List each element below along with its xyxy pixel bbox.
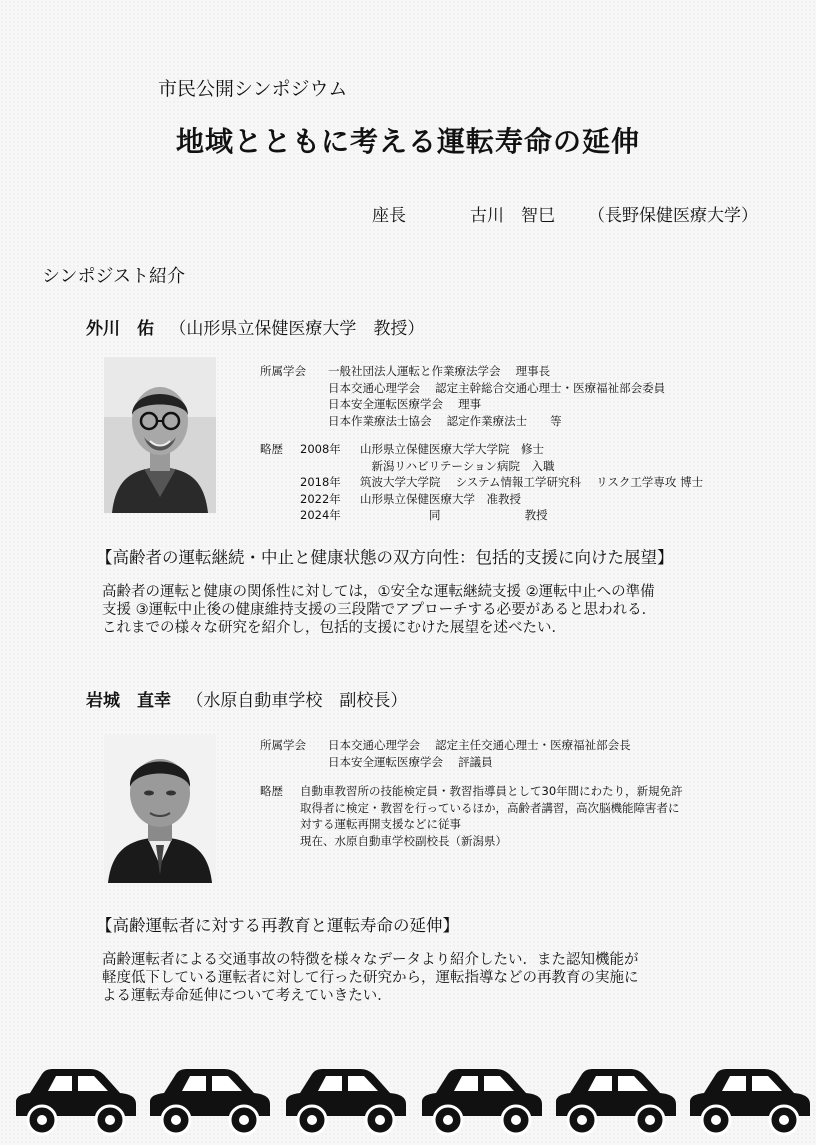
history-label: 略歴: [260, 784, 283, 798]
societies-label: 所属学会: [260, 738, 306, 752]
society-item: 日本交通心理学会 認定主任交通心理士・医療福祉部会長: [328, 738, 631, 752]
history-text: 筑波大学大学院 システム情報工学研究科 リスク工学専攻 博士: [360, 475, 704, 489]
chair-line: [372, 201, 758, 226]
speaker-1-abstract: [102, 583, 656, 637]
history-row: [300, 507, 703, 524]
abstract-line: よる運転寿命延伸について考えていきたい．: [102, 988, 392, 1004]
history-year: [300, 458, 360, 475]
speaker-1-name: 外川 佑: [86, 319, 154, 339]
speaker-1-affiliation: （山形県立保健医療大学 教授）: [169, 319, 425, 339]
speaker-2-talk-title: 【高齢運転者に対する再教育と運転寿命の延伸】: [96, 916, 459, 935]
society-item: 日本交通心理学会 認定主幹総合交通心理士・医療福祉部会委員: [328, 380, 666, 395]
car-icon: [150, 1069, 270, 1134]
history-year: 2008年: [300, 442, 341, 456]
societies-label: 所属学会: [260, 364, 306, 378]
speaker-2-photo: [104, 735, 216, 883]
history-label: 略歴: [260, 442, 283, 456]
speaker-2-name: 岩城 直幸: [86, 691, 171, 711]
history-line: 自動車教習所の技能検定員・教習指導員として30年間にわたり，新規免許: [300, 784, 683, 798]
abstract-line: 軽度低下している運転者に対して行った研究から，運転指導などの再教育の実施に: [102, 970, 639, 986]
history-year: 2024年: [300, 508, 341, 522]
car-icon: [286, 1069, 406, 1134]
history-text: 山形県立保健医療大学 准教授: [360, 491, 521, 506]
abstract-line: 支援 ③運転中止後の健康維持支援の三段階でアプローチする必要があると思われる．: [102, 602, 657, 618]
society-item: 日本作業療法士協会 認定作業療法士 等: [328, 413, 562, 428]
car-icon: [556, 1069, 676, 1134]
car-icon: [16, 1069, 136, 1134]
history-year: 2022年: [300, 491, 341, 506]
history-row: [300, 491, 703, 508]
history-list: [300, 441, 703, 524]
section-heading: シンポジスト紹介: [42, 266, 186, 287]
car-icon: [422, 1069, 542, 1134]
car-icon: [690, 1069, 810, 1134]
societies-list: [328, 363, 665, 429]
speaker-2-bio: [260, 737, 683, 849]
speaker-1-bio: [260, 363, 703, 524]
society-item: 日本安全運転医療学会 評議員: [328, 754, 493, 769]
symposium-kicker: 市民公開シンポジウム: [158, 78, 348, 100]
chair-affiliation: （長野保健医療大学）: [588, 206, 758, 226]
speaker-2-affiliation: （水原自動車学校 副校長）: [186, 691, 408, 711]
speaker-2-heading: [86, 686, 407, 711]
speaker-1-talk-title: 【高齢者の運転継続・中止と健康状態の双方向性：包括的支援に向けた展望】: [96, 548, 674, 567]
page-title: 地域とともに考える運転寿命の延伸: [175, 125, 640, 158]
history-text: 同 教授: [360, 508, 548, 522]
speaker-1-heading: [86, 314, 424, 339]
abstract-line: これまでの様々な研究を紹介し，包括的支援にむけた展望を述べたい．: [102, 620, 566, 636]
abstract-line: 高齢者の運転と健康の関係性に対しては，①安全な運転継続支援 ②運転中止への準備: [102, 584, 655, 600]
abstract-line: 高齢運転者による交通事故の特徴を様々なデータより紹介したい．また認知機能が: [102, 952, 639, 968]
chair-role: 座長: [372, 206, 406, 226]
history-row: [300, 474, 703, 491]
speaker-1-photo: [104, 357, 216, 513]
history-text: 新潟リハビリテーション病院 入職: [360, 458, 555, 473]
history-list: [300, 783, 683, 849]
societies-list: [328, 737, 631, 770]
person-photo-icon: [104, 357, 216, 513]
car-row: [10, 1060, 810, 1140]
speaker-2-abstract: [102, 951, 639, 1005]
history-line: 取得者に検定・教習を行っているほか，高齢者講習，高次脳機能障害者に: [300, 800, 680, 815]
society-item: 日本安全運転医療学会 理事: [328, 397, 482, 411]
history-year: 2018年: [300, 475, 341, 489]
society-item: 一般社団法人運転と作業療法学会 理事長: [328, 364, 551, 378]
history-line: 現在、水原自動車学校副校長（新潟県）: [300, 833, 507, 848]
history-row: [300, 441, 703, 458]
history-text: 山形県立保健医療大学大学院 修士: [360, 442, 544, 456]
history-line: 対する運転再開支援などに従事: [300, 817, 461, 831]
history-row: [300, 458, 703, 475]
chair-name: 古川 智巳: [470, 206, 555, 226]
person-photo-icon: [104, 735, 216, 883]
